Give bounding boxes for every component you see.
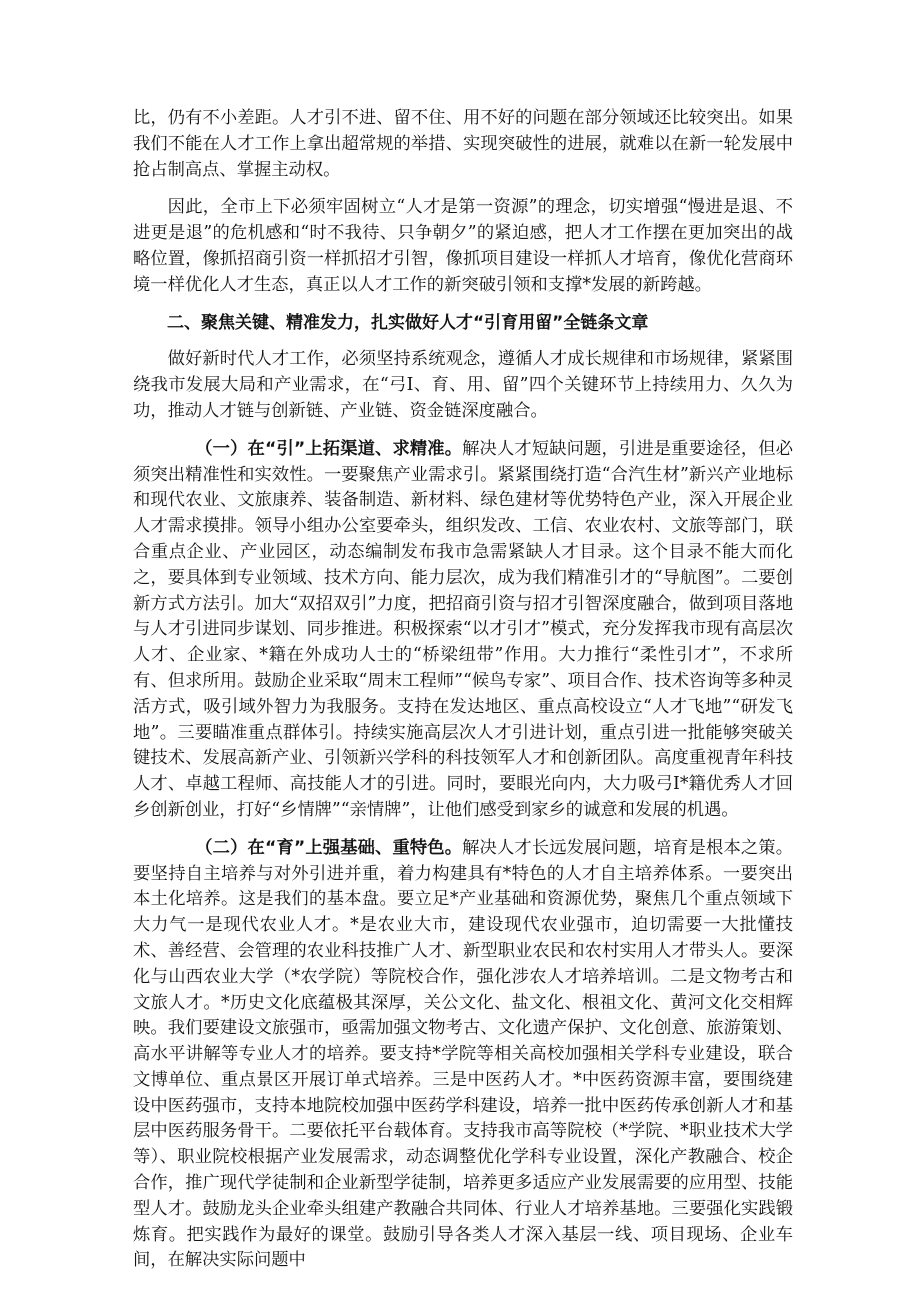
subsection-cultivate-text: 解决人才长远发展问题，培育是根本之策。要坚持自主培养与对外引进并重，着力构建具有*特色的人才自主培养体系。一要突出本土化培养。这是我们的基本盘。要立足*产业基础和资源优势，聚焦几个重点领域下大力气一是现代农业人才。*是农业大市，建设现代农业强市，迫切需要一大批懂技术、善经营、会管理的农业科技推广人才、新型职业农民和农村实用人才带头人。要深化与山西农业大学（*农学院）等院校合作，强化涉农人才培养培训。二是文物考古和文旅人才。*历史文化底蕴极其深厚，关公文化、盐文化、根祖文化、黄河文化交相辉映。我们要建设文旅强市，亟需加强文物考古、文化遗产保护、文化创意、旅游策划、高水平讲解等专业人才的培养。要支持*学院等相关高校加强相关学科专业建设，联合文博单位、重点景区开展订单式培养。三是中医药人才。*中医药资源丰富，要围绕建设中医药强市，支持本地院校加强中医药学科建设，培养一批中医药传承创新人才和基层中医药服务骨干。二要依托平台载体育。支持我市高等院校（*学院、*职业技术大学等）、职业院校根据产业发展需求，动态调整优化学科专业设置，深化产教融合、校企合作，推广现代学徒制和企业新型学徒制，培养更多适应产业发展需要的应用型、技能型人才。鼓励龙头企业牵头组建产教融合共同体、行业人才培养基地。三要强化实践锻炼育。把实践作为最好的课堂。鼓励引导各类人才深入基层一线、项目现场、企业车间，在解决实际问题中 <box>133 837 793 1271</box>
section-heading: 二、聚焦关键、精准发力，扎实做好人才“引育用留”全链条文章 <box>167 312 649 333</box>
subsection-attract <box>133 437 793 824</box>
subsection-attract-heading: （一）在“引”上拓渠道、求精准。 <box>195 438 463 459</box>
paragraph-continuation: 比，仍有不小差距。人才引不进、留不住、用不好的问题在部分领域还比较突出。如果我们不能在人才工作上拿出超常规的举措、实现突破性的进展，就难以在新一轮发展中抢占制高点、掌握主动权。 <box>133 108 793 180</box>
paragraph-intro: 做好新时代人才工作，必须坚持系统观念，遵循人才成长规律和市场规律，紧紧围绕我市发展大局和产业需求，在“弓I、育、用、留”四个关键环节上持续用力、久久为功，推动人才链与创新链、产业链、资金链深度融合。 <box>133 349 793 421</box>
subsection-cultivate-heading: （二）在“育”上强基础、重特色。 <box>195 837 463 858</box>
subsection-attract-text: 解决人才短缺问题，引进是重要途径，但必须突出精准性和实效性。一要聚焦产业需求引。紧紧围绕打造“合汽生材”新兴产业地标和现代农业、文旅康养、装备制造、新材料、绿色建材等优势特色产业，深入开展企业人才需求摸排。领导小组办公室要牵头，组织发改、工信、农业农村、文旅等部门，联合重点企业、产业园区，动态编制发布我市急需紧缺人才目录。这个目录不能大而化之，要具体到专业领域、技术方向、能力层次，成为我们精准引才的“导航图”。二要创新方式方法引。加大“双招双引”力度，把招商引资与招才引智深度融合，做到项目落地与人才引进同步谋划、同步推进。积极探索“以才引才”模式，充分发挥我市现有高层次人才、企业家、*籍在外成功人士的“桥梁纽带”作用。大力推行“柔性引才”，不求所有、但求所用。鼓励企业采取“周末工程师”“候鸟专家”、项目合作、技术咨询等多种灵活方式，吸引域外智力为我服务。支持在发达地区、重点高校设立“人才飞地”“研发飞地”。三要瞄准重点群体引。持续实施高层次人才引进计划，重点引进一批能够突破关键技术、发展高新产业、引领新兴学科的科技领军人才和创新团队。高度重视青年科技人才、卓越工程师、高技能人才的引进。同时，要眼光向内，大力吸弓I*籍优秀人才回乡创新创业，打好“乡情牌”“亲情牌”，让他们感受到家乡的诚意和发展的机遇。 <box>133 438 793 820</box>
paragraph-therefore: 因此，全市上下必须牢固树立“人才是第一资源”的理念，切实增强“慢进是退、不进更是退”的危机感和“时不我待、只争朝夕”的紧迫感，把人才工作摆在更加突出的战略位置，像抓招商引资一样抓招才引智，像抓项目建设一样抓人才培育，像优化营商环境一样优化人才生态，真正以人才工作的新突破引领和支撑*发展的新跨越。 <box>133 197 793 295</box>
subsection-cultivate <box>133 836 793 1275</box>
document-body <box>133 106 793 1286</box>
